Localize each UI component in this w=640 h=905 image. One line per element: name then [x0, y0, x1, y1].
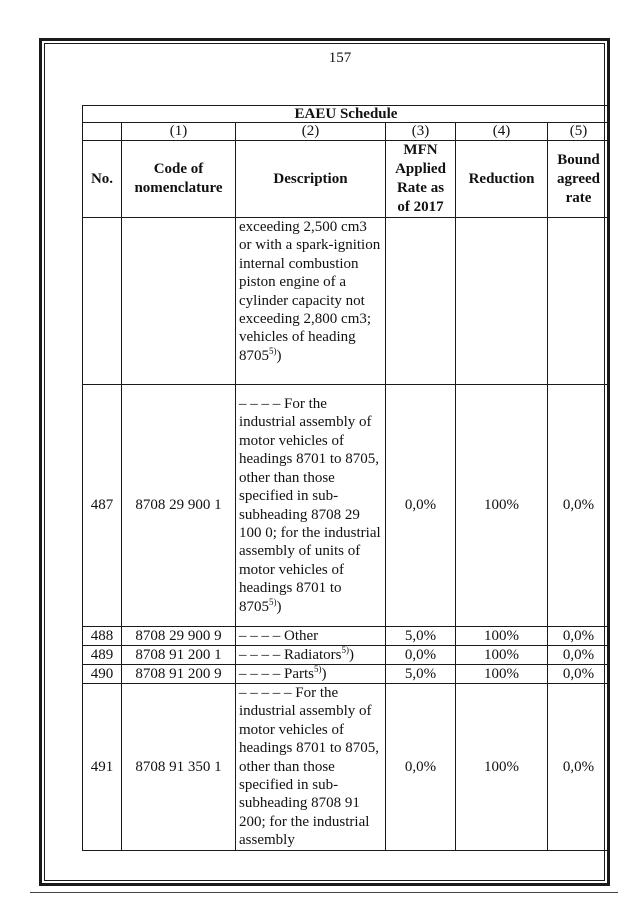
schedule-title: EAEU Schedule [83, 106, 610, 123]
row-description [236, 627, 386, 646]
row-mfn [386, 218, 456, 385]
row-description-text: – – – – – For the industrial assembly of motor vehicles of headings 8701 to 8705, other than those specified in sub-subheading 8708 91 200; for the industrial assembly [239, 685, 379, 849]
row-reduction: 100% [456, 385, 548, 627]
table-row [83, 646, 610, 665]
row-description [236, 665, 386, 684]
row-mfn: 0,0% [386, 385, 456, 627]
row-bound: 0,0% [548, 627, 610, 646]
row-bound: 0,0% [548, 385, 610, 627]
column-number-row [83, 123, 610, 141]
row-mfn: 0,0% [386, 684, 456, 851]
row-code: 8708 91 200 9 [122, 665, 236, 684]
eaeu-schedule-table [82, 105, 610, 851]
header-row [83, 141, 610, 218]
row-reduction: 100% [456, 665, 548, 684]
table-row [83, 665, 610, 684]
row-description [236, 684, 386, 851]
row-description-text: exceeding 2,500 cm3 or with a spark-ignition internal combustion piston engine of a cylinder capacity not exceeding 2,800 cm3; vehicles of heading 8705 [239, 219, 381, 364]
page-number: 157 [328, 50, 352, 66]
row-description [236, 218, 386, 385]
schedule-title-row [83, 106, 610, 123]
footnote-ref: 5) [341, 645, 349, 655]
row-reduction: 100% [456, 684, 548, 851]
table-row [83, 684, 610, 851]
header-code: Code of nomenclature [122, 141, 236, 218]
row-code: 8708 29 900 9 [122, 627, 236, 646]
column-number-2: (2) [236, 123, 386, 141]
header-reduction: Reduction [456, 141, 548, 218]
row-no: 488 [83, 627, 122, 646]
footnote-tail: ) [276, 347, 282, 364]
row-reduction: 100% [456, 646, 548, 665]
header-description: Description [236, 141, 386, 218]
row-mfn: 5,0% [386, 665, 456, 684]
row-no: 487 [83, 385, 122, 627]
bottom-rule [30, 892, 618, 893]
row-reduction: 100% [456, 627, 548, 646]
row-code: 8708 91 200 1 [122, 646, 236, 665]
row-description-text: – – – – For the industrial assembly of motor vehicles of headings 8701 to 8705, other than those specified in sub-subheading 8708 29 100 0; for the industrial assembly of units of motor vehicles of headings 8701 to 8705 [239, 396, 381, 615]
row-bound: 0,0% [548, 684, 610, 851]
header-bound-rate: Bound agreed rate [548, 141, 610, 218]
footnote-tail: ) [321, 666, 327, 682]
column-number-blank [83, 123, 122, 141]
column-number-3: (3) [386, 123, 456, 141]
row-no: 489 [83, 646, 122, 665]
header-no: No. [83, 141, 122, 218]
footnote-ref: 5) [269, 596, 277, 607]
table-row [83, 627, 610, 646]
row-no: 491 [83, 684, 122, 851]
row-description-text: – – – – Parts [239, 666, 314, 682]
row-bound: 0,0% [548, 646, 610, 665]
table-row [83, 218, 610, 385]
table-row [83, 385, 610, 627]
row-mfn: 5,0% [386, 627, 456, 646]
row-description [236, 385, 386, 627]
column-number-4: (4) [456, 123, 548, 141]
row-description-text: – – – – Other [239, 628, 319, 644]
row-bound [548, 218, 610, 385]
row-code: 8708 29 900 1 [122, 385, 236, 627]
footnote-ref: 5) [269, 345, 277, 356]
row-mfn: 0,0% [386, 646, 456, 665]
row-description [236, 646, 386, 665]
column-number-5: (5) [548, 123, 610, 141]
row-no: 490 [83, 665, 122, 684]
row-bound: 0,0% [548, 665, 610, 684]
row-code [122, 218, 236, 385]
footnote-ref: 5) [314, 664, 322, 674]
row-code: 8708 91 350 1 [122, 684, 236, 851]
footnote-tail: ) [349, 647, 354, 663]
footnote-tail: ) [276, 598, 282, 615]
row-no [83, 218, 122, 385]
row-reduction [456, 218, 548, 385]
column-number-1: (1) [122, 123, 236, 141]
row-description-text: – – – – Radiators [239, 647, 342, 663]
header-mfn-rate: MFN Applied Rate as of 2017 [386, 141, 456, 218]
